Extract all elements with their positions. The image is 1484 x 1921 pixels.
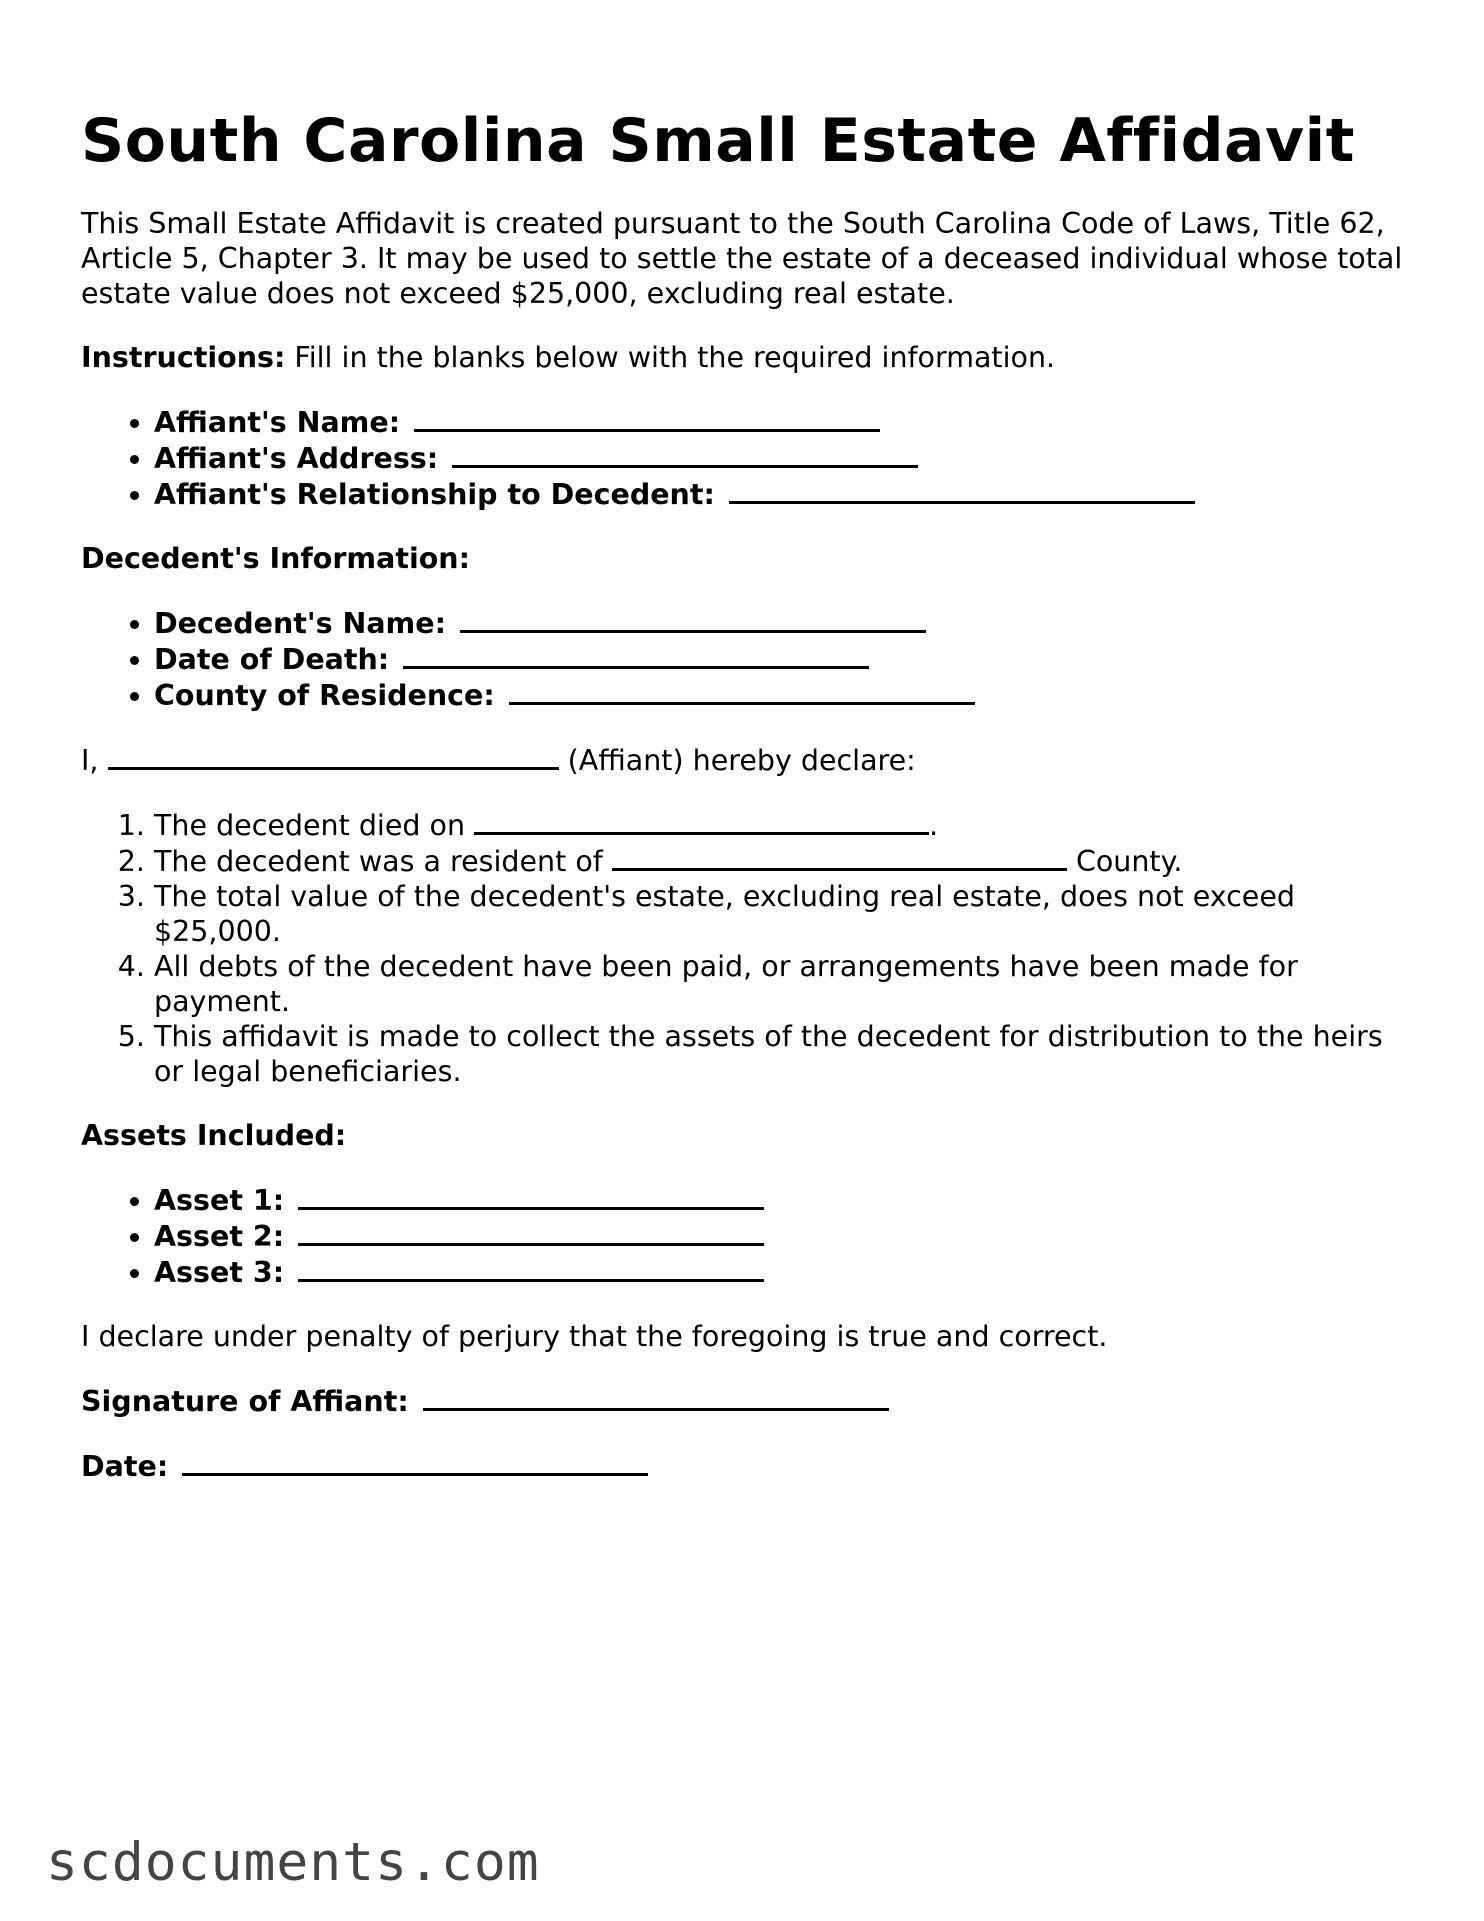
instructions-label: Instructions: [81, 341, 286, 374]
signature-blank[interactable] [423, 1383, 889, 1411]
affiant-relationship-item [154, 476, 1411, 512]
statement-item [154, 807, 1411, 843]
decedent-heading: Decedent's Information: [81, 542, 470, 575]
asset-1-blank[interactable] [298, 1182, 764, 1210]
statement-item [154, 843, 1411, 879]
page-title: South Carolina Small Estate Affidavit [81, 106, 1355, 176]
asset-1-label: Asset 1: [154, 1184, 285, 1217]
declaration-suffix: (Affiant) hereby declare: [567, 744, 916, 777]
statements-list [81, 807, 1411, 1089]
asset-item [154, 1254, 1411, 1290]
affiant-relationship-label: Affiant's Relationship to Decedent: [154, 478, 715, 511]
statement-2-suffix: County. [1075, 845, 1183, 878]
date-line [81, 1448, 1411, 1484]
signature-label: Signature of Affiant: [81, 1385, 409, 1418]
date-of-death-blank[interactable] [403, 641, 869, 669]
affiant-name-item [154, 404, 1411, 440]
county-of-residence-item [154, 677, 1411, 713]
signature-line [81, 1383, 1411, 1419]
date-label: Date: [81, 1450, 169, 1483]
instructions-paragraph [81, 340, 1411, 375]
affiant-address-item [154, 440, 1411, 476]
perjury-statement: I declare under penalty of perjury that the foregoing is true and correct. [81, 1320, 1108, 1353]
affiant-relationship-blank[interactable] [729, 476, 1195, 504]
decedent-fields-list [81, 605, 1411, 713]
statement-1-prefix: The decedent died on [154, 809, 466, 842]
decedent-name-item [154, 605, 1411, 641]
assets-heading: Assets Included: [81, 1119, 347, 1152]
affiant-fields-list [81, 404, 1411, 512]
affiant-declaration-blank[interactable] [108, 742, 559, 770]
death-date-blank[interactable] [474, 807, 929, 835]
assets-list [81, 1182, 1411, 1290]
affiant-name-label: Affiant's Name: [154, 406, 401, 439]
statement-item: 4. All debts of the decedent have been paid, or arrangements have been made for payment. [154, 949, 1411, 1019]
asset-3-label: Asset 3: [154, 1256, 285, 1289]
county-of-residence-blank[interactable] [509, 677, 975, 705]
statement-item: 5. This affidavit is made to collect the assets of the decedent for distribution to the heirs or legal beneficiaries. [154, 1019, 1411, 1089]
county-of-residence-label: County of Residence: [154, 679, 495, 712]
declaration-line [81, 742, 1411, 778]
asset-item [154, 1182, 1411, 1218]
affiant-address-label: Affiant's Address: [154, 442, 439, 475]
date-blank[interactable] [182, 1448, 648, 1476]
affiant-name-blank[interactable] [414, 404, 880, 432]
decedent-name-label: Decedent's Name: [154, 607, 446, 640]
affiant-address-blank[interactable] [452, 440, 918, 468]
decedent-name-blank[interactable] [460, 605, 926, 633]
date-of-death-label: Date of Death: [154, 643, 390, 676]
statement-2-prefix: The decedent was a resident of [154, 845, 603, 878]
date-of-death-item [154, 641, 1411, 677]
resident-county-blank[interactable] [612, 843, 1067, 871]
statement-item: 3. The total value of the decedent's estate, excluding real estate, does not exceed $25,000. [154, 879, 1411, 949]
affidavit-page [81, 100, 1411, 1484]
asset-3-blank[interactable] [298, 1254, 764, 1282]
intro-paragraph: This Small Estate Affidavit is created pursuant to the South Carolina Code of Laws, Title 62, Article 5, Chapter 3. It may be used to settle the estate of a deceased individual whose total estate value does not exceed $25,000, excluding real estate. [81, 207, 1403, 310]
asset-item [154, 1218, 1411, 1254]
declaration-prefix: I, [81, 744, 99, 777]
asset-2-label: Asset 2: [154, 1220, 285, 1253]
site-watermark: scdocuments.com [46, 1832, 540, 1893]
instructions-text: Fill in the blanks below with the required information. [285, 341, 1056, 374]
statement-1-suffix: . [929, 809, 939, 842]
asset-2-blank[interactable] [298, 1218, 764, 1246]
